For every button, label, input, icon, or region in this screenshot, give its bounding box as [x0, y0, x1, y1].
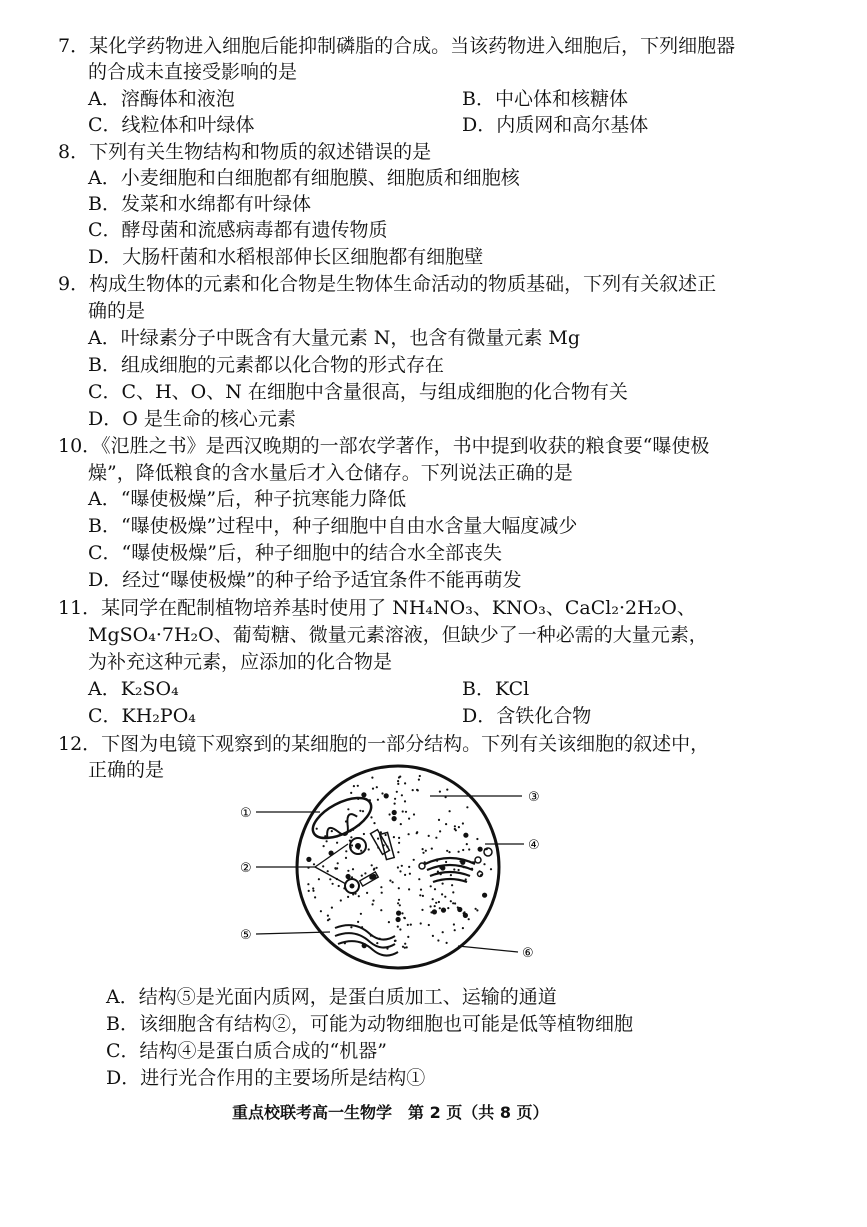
granule [306, 857, 311, 862]
cell-ultrastructure-diagram [230, 756, 560, 978]
granule [399, 870, 401, 872]
granule [394, 798, 396, 800]
granule [466, 843, 468, 845]
granule [404, 800, 406, 802]
granule [402, 810, 404, 812]
granule [381, 792, 383, 794]
granule [432, 935, 434, 937]
granule [446, 789, 448, 791]
q12-option-a: A．结构⑤是光面内质网，是蛋白质加工、运输的通道 [106, 986, 557, 1008]
granule [401, 794, 403, 796]
granule [413, 859, 415, 861]
q11-option-b: B．KCl [462, 678, 530, 700]
granule [400, 823, 402, 825]
granule [458, 826, 460, 828]
granule [334, 867, 336, 869]
granule [452, 902, 454, 904]
granule [316, 828, 318, 830]
granule [380, 909, 382, 911]
q8-option-c: C．酵母菌和流感病毒都有遗传物质 [88, 219, 388, 241]
granule [373, 869, 375, 871]
granule [397, 780, 399, 782]
granule [476, 909, 478, 911]
granule [439, 791, 441, 793]
granule [396, 917, 401, 922]
q11-option-c: C．KH₂PO₄ [88, 705, 196, 727]
granule [416, 831, 418, 833]
granule [376, 942, 378, 944]
granule [326, 840, 328, 842]
granule [377, 799, 379, 801]
granule [430, 885, 432, 887]
granule [351, 844, 353, 846]
q11-option-d: D．含铁化合物 [462, 705, 592, 727]
granule [401, 912, 403, 914]
granule [419, 775, 421, 777]
granule [350, 926, 352, 928]
granule [340, 899, 342, 901]
granule [313, 863, 315, 865]
granule [420, 922, 422, 924]
granule [490, 868, 492, 870]
q8-option-d: D．大肠杆菌和水稻根部伸长区细胞都有细胞壁 [88, 246, 484, 268]
granule [478, 847, 483, 852]
q9-stem-line2: 确的是 [88, 300, 146, 322]
granule [445, 823, 447, 825]
granule [331, 907, 333, 909]
granule [336, 842, 338, 844]
granule [396, 911, 401, 916]
q12-option-b: B．该细胞含有结构②，可能为动物细胞也可能是低等植物细胞 [106, 1013, 633, 1035]
q8-option-a: A．小麦细胞和白细胞都有细胞膜、细胞质和细胞核 [88, 167, 520, 189]
granule [397, 926, 399, 928]
granule [466, 806, 468, 808]
granule [468, 918, 470, 920]
granule [438, 901, 440, 903]
granule [401, 865, 403, 867]
granule [463, 913, 468, 918]
granule [308, 890, 310, 892]
granule [458, 851, 460, 853]
granule [371, 864, 373, 866]
granule [438, 819, 440, 821]
granule [329, 878, 331, 880]
q7-option-b: B．中心体和核糖体 [462, 88, 628, 110]
granule [449, 810, 451, 812]
granule [434, 888, 436, 890]
granule [416, 789, 418, 791]
granule [353, 785, 355, 787]
granule [397, 866, 399, 868]
q10-stem-line2: 燥”，降低粮食的含水量后才入仓储存。下列说法正确的是 [88, 462, 573, 484]
granule [445, 861, 447, 863]
granule [404, 917, 406, 919]
granule [320, 910, 322, 912]
granule [418, 878, 420, 880]
granule [394, 803, 396, 805]
granule [431, 848, 433, 850]
granule [446, 850, 448, 852]
granule [350, 792, 352, 794]
granule [421, 909, 423, 911]
granule [410, 924, 412, 926]
granule [371, 777, 373, 779]
q11-stem-line1: 11．某同学在配制植物培养基时使用了 NH₄NO₃、KNO₃、CaCl₂·2H₂O、 [58, 597, 696, 619]
granule [407, 936, 409, 938]
granule [454, 902, 456, 904]
granule [441, 908, 446, 913]
label-1: ① [240, 806, 252, 821]
granule [448, 851, 450, 853]
granule [408, 888, 410, 890]
q12-stem-line2: 正确的是 [88, 759, 165, 781]
granule [376, 786, 378, 788]
granule [362, 810, 364, 812]
granule [437, 939, 439, 941]
label-6: ⑥ [522, 946, 534, 961]
granule [476, 838, 478, 840]
granule [389, 880, 391, 882]
granule [399, 904, 401, 906]
q11-stem-line2: MgSO₄·7H₂O、葡萄糖、微量元素溶液，但缺少了一种必需的大量元素， [88, 624, 708, 646]
granule [450, 874, 452, 876]
granule [332, 883, 334, 885]
granule [347, 808, 349, 810]
granule [327, 919, 329, 921]
q11-option-a: A．K₂SO₄ [88, 678, 179, 700]
granule [462, 849, 464, 851]
granule [331, 830, 333, 832]
granule [398, 776, 400, 778]
q9-option-b: B．组成细胞的元素都以化合物的形式存在 [88, 354, 444, 376]
granule [337, 862, 339, 864]
q9-option-d: D．O 是生命的核心元素 [88, 408, 296, 430]
granule [392, 881, 394, 883]
granule [360, 850, 362, 852]
granule [430, 905, 432, 907]
granule [392, 816, 397, 821]
granule [398, 887, 400, 889]
granule [458, 869, 460, 871]
granule [404, 943, 406, 945]
granule [432, 898, 434, 900]
granule [418, 779, 420, 781]
granule [384, 793, 389, 798]
granule [454, 825, 456, 827]
granule [396, 791, 398, 793]
granule [402, 946, 404, 948]
granule [439, 907, 441, 909]
q10-stem-line1: 10．《氾胜之书》是西汉晚期的一部农学著作，书中提到收获的粮食要“曝使极 [58, 435, 710, 457]
q7-option-a: A．溶酶体和液泡 [88, 88, 235, 110]
q12-option-d: D．进行光合作用的主要场所是结构① [106, 1067, 426, 1089]
granule [435, 902, 437, 904]
granule [307, 883, 309, 885]
label-4: ④ [528, 838, 540, 853]
granule [397, 783, 399, 785]
q7-option-c: C．线粒体和叶绿体 [88, 114, 255, 136]
granule [327, 870, 329, 872]
granule [361, 875, 363, 877]
granule [457, 907, 462, 912]
granule [338, 885, 340, 887]
granule [393, 836, 395, 838]
q7-stem-line1: 7．某化学药物进入细胞后能抑制磷脂的合成。当该药物进入细胞后，下列细胞器 [58, 35, 736, 57]
granule [385, 834, 387, 836]
q7-option-d: D．内质网和高尔基体 [462, 114, 649, 136]
q8-option-b: B．发菜和水绵都有叶绿体 [88, 193, 311, 215]
granule [432, 909, 437, 914]
granule [322, 865, 324, 867]
granule [442, 883, 444, 885]
granule [318, 878, 320, 880]
granule [404, 782, 406, 784]
label-3: ③ [528, 790, 540, 805]
granule [363, 833, 365, 835]
granule [312, 887, 314, 889]
granule [428, 835, 430, 837]
granule [422, 895, 424, 897]
q10-option-c: C．“曝使极燥”后，种子细胞中的结合水全部丧失 [88, 542, 502, 564]
page-footer: 重点校联考高一生物学 第 2 页（共 8 页） [232, 1103, 549, 1122]
granule [408, 833, 410, 835]
q10-option-a: A．“曝使极燥”后，种子抗寒能力降低 [88, 488, 407, 510]
cell-diagram-svg [230, 756, 560, 978]
granule [419, 894, 421, 896]
granule [462, 822, 464, 824]
granule [350, 836, 352, 838]
granule [327, 915, 329, 917]
granule [392, 810, 397, 815]
granule [444, 896, 446, 898]
granule [409, 873, 411, 875]
granule [408, 866, 410, 868]
granule [377, 838, 379, 840]
granule [347, 896, 349, 898]
granule [373, 822, 375, 824]
granule [453, 923, 455, 925]
granule [482, 893, 487, 898]
granule [442, 931, 444, 933]
granule [398, 899, 400, 901]
granule [428, 924, 430, 926]
granule [314, 896, 316, 898]
q9-stem-line1: 9．构成生物体的元素和化合物是生物体生命活动的物质基础，下列有关叙述正 [58, 273, 717, 295]
granule [407, 924, 409, 926]
granule [347, 870, 349, 872]
granule [368, 848, 370, 850]
q11-stem-line3: 为补充这种元素，应添加的化合物是 [88, 651, 393, 673]
granule [405, 811, 407, 813]
granule [394, 940, 396, 942]
granule [475, 908, 477, 910]
granule [372, 903, 374, 905]
granule [372, 788, 374, 790]
granule [398, 837, 400, 839]
granule [434, 905, 436, 907]
granule [455, 829, 457, 831]
granule [358, 895, 360, 897]
q7-stem-line2: 的合成未直接受影响的是 [88, 61, 298, 83]
granule [412, 789, 414, 791]
granule [360, 913, 362, 915]
granule [381, 892, 383, 894]
granule [439, 830, 441, 832]
granule [380, 886, 382, 888]
granule [372, 900, 374, 902]
granule [345, 857, 347, 859]
granule [454, 929, 456, 931]
granule [450, 900, 452, 902]
granule [422, 848, 424, 850]
granule [398, 842, 400, 844]
granule [388, 921, 390, 923]
granule [451, 884, 453, 886]
granule [463, 833, 468, 838]
label-5: ⑤ [240, 928, 252, 943]
granule [430, 911, 432, 913]
q8-stem-line1: 8．下列有关生物结构和物质的叙述错误的是 [58, 141, 432, 163]
granule [352, 868, 354, 870]
granule [357, 785, 359, 787]
granule [323, 845, 325, 847]
granule [361, 792, 366, 797]
granule [483, 863, 485, 865]
granule [435, 837, 437, 839]
granule [468, 848, 470, 850]
granule [446, 942, 448, 944]
q9-option-a: A．叶绿素分子中既含有大量元素 N，也含有微量元素 Mg [88, 327, 581, 349]
granule [413, 813, 415, 815]
q10-option-d: D．经过“曝使极燥”的种子给予适宜条件不能再萌发 [88, 569, 522, 591]
granule [397, 851, 399, 853]
granule [408, 818, 410, 820]
label-2: ② [240, 861, 252, 876]
granule [357, 921, 359, 923]
granule [462, 927, 464, 929]
granule [345, 850, 347, 852]
q12-option-c: C．结构④是蛋白质合成的“机器” [106, 1040, 387, 1062]
q9-option-c: C．C、H、O、N 在细胞中含量很高，与组成细胞的化合物有关 [88, 381, 628, 403]
granule [425, 850, 427, 852]
granule [404, 874, 406, 876]
granule [370, 816, 372, 818]
granule [447, 907, 449, 909]
granule [399, 928, 401, 930]
granule [406, 946, 408, 948]
granule [453, 868, 455, 870]
granule [422, 852, 424, 854]
granule [366, 892, 368, 894]
granule [359, 810, 361, 812]
granule [420, 889, 422, 891]
granule [312, 890, 314, 892]
q10-option-b: B．“曝使极燥”过程中，种子细胞中自由水含量大幅度减少 [88, 515, 578, 537]
granule [364, 872, 366, 874]
granule [441, 893, 443, 895]
granule [452, 891, 454, 893]
q12-stem-line1: 12．下图为电镜下观察到的某细胞的一部分结构。下列有关该细胞的叙述中， [58, 733, 710, 755]
granule [389, 813, 391, 815]
granule [376, 867, 378, 869]
granule [397, 902, 399, 904]
